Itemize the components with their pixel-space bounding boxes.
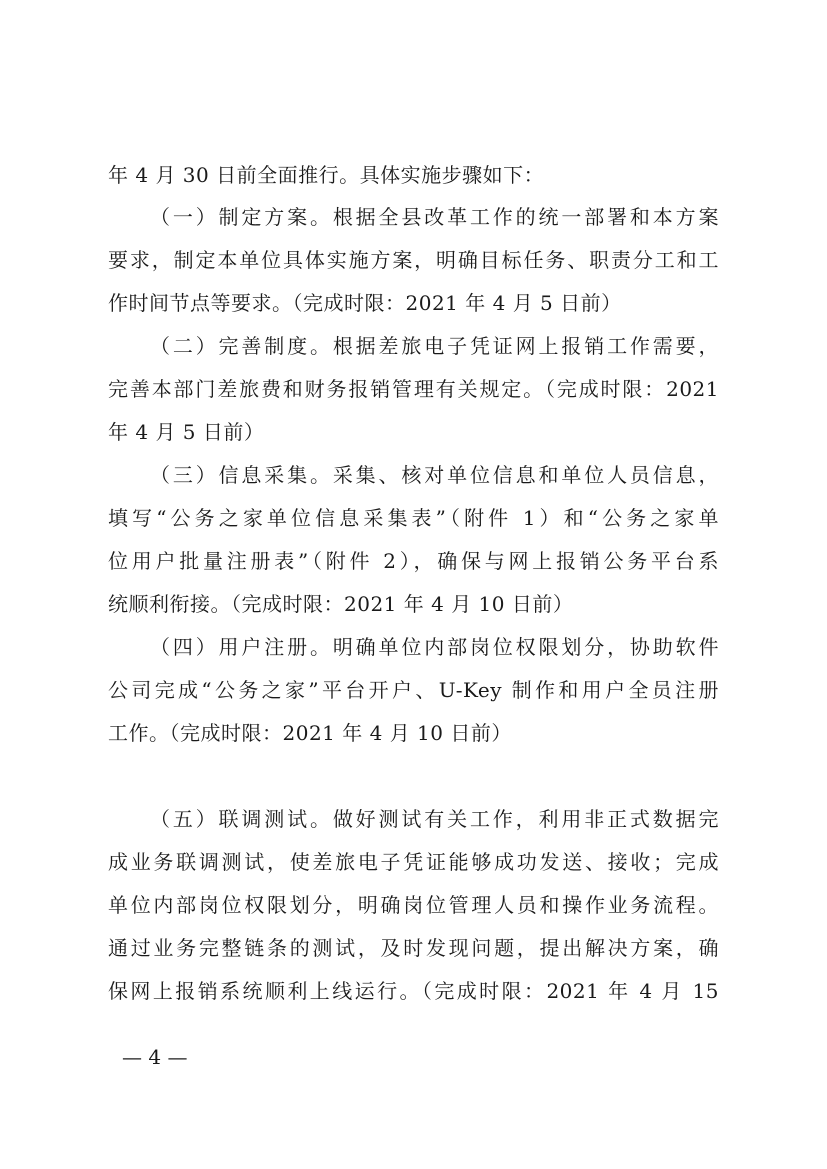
text-line: 保网上报销系统顺利上线运行。（完成时限：2021 年 4 月 15 xyxy=(108,979,719,1003)
text-line: （四）用户注册。明确单位内部岗位权限划分，协助软件 xyxy=(150,635,719,659)
text-line: （二）完善制度。根据差旅电子凭证网上报销工作需要， xyxy=(150,334,719,358)
text-line: 年 4 月 5 日前） xyxy=(108,420,265,444)
page-number: — 4 — xyxy=(122,1045,188,1069)
text-line: 工作。（完成时限：2021 年 4 月 10 日前） xyxy=(108,721,512,745)
text-line: （三）信息采集。采集、核对单位信息和单位人员信息， xyxy=(150,463,719,487)
text-line: 完善本部门差旅费和财务报销管理有关规定。（完成时限：2021 xyxy=(108,377,719,401)
text-line: 单位内部岗位权限划分，明确岗位管理人员和操作业务流程。 xyxy=(108,893,719,917)
text-line: 年 4 月 30 日前全面推行。具体实施步骤如下： xyxy=(108,163,545,187)
text-line: （一）制定方案。根据全县改革工作的统一部署和本方案 xyxy=(150,205,719,229)
text-line: 成业务联调测试，使差旅电子凭证能够成功发送、接收；完成 xyxy=(108,850,719,874)
text-line: 要求，制定本单位具体实施方案，明确目标任务、职责分工和工 xyxy=(108,248,719,272)
text-line: （五）联调测试。做好测试有关工作，利用非正式数据完 xyxy=(150,807,719,831)
text-line: 通过业务完整链条的测试，及时发现问题，提出解决方案，确 xyxy=(108,936,719,960)
text-line: 填写“公务之家单位信息采集表”（附件 1）和“公务之家单 xyxy=(108,506,719,530)
text-line: 公司完成“公务之家”平台开户、U-Key 制作和用户全员注册 xyxy=(108,678,719,702)
text-line: 统顺利衔接。（完成时限：2021 年 4 月 10 日前） xyxy=(108,592,574,616)
text-line: 位用户批量注册表”（附件 2），确保与网上报销公务平台系 xyxy=(108,549,719,573)
text-line: 作时间节点等要求。（完成时限：2021 年 4 月 5 日前） xyxy=(108,291,622,315)
